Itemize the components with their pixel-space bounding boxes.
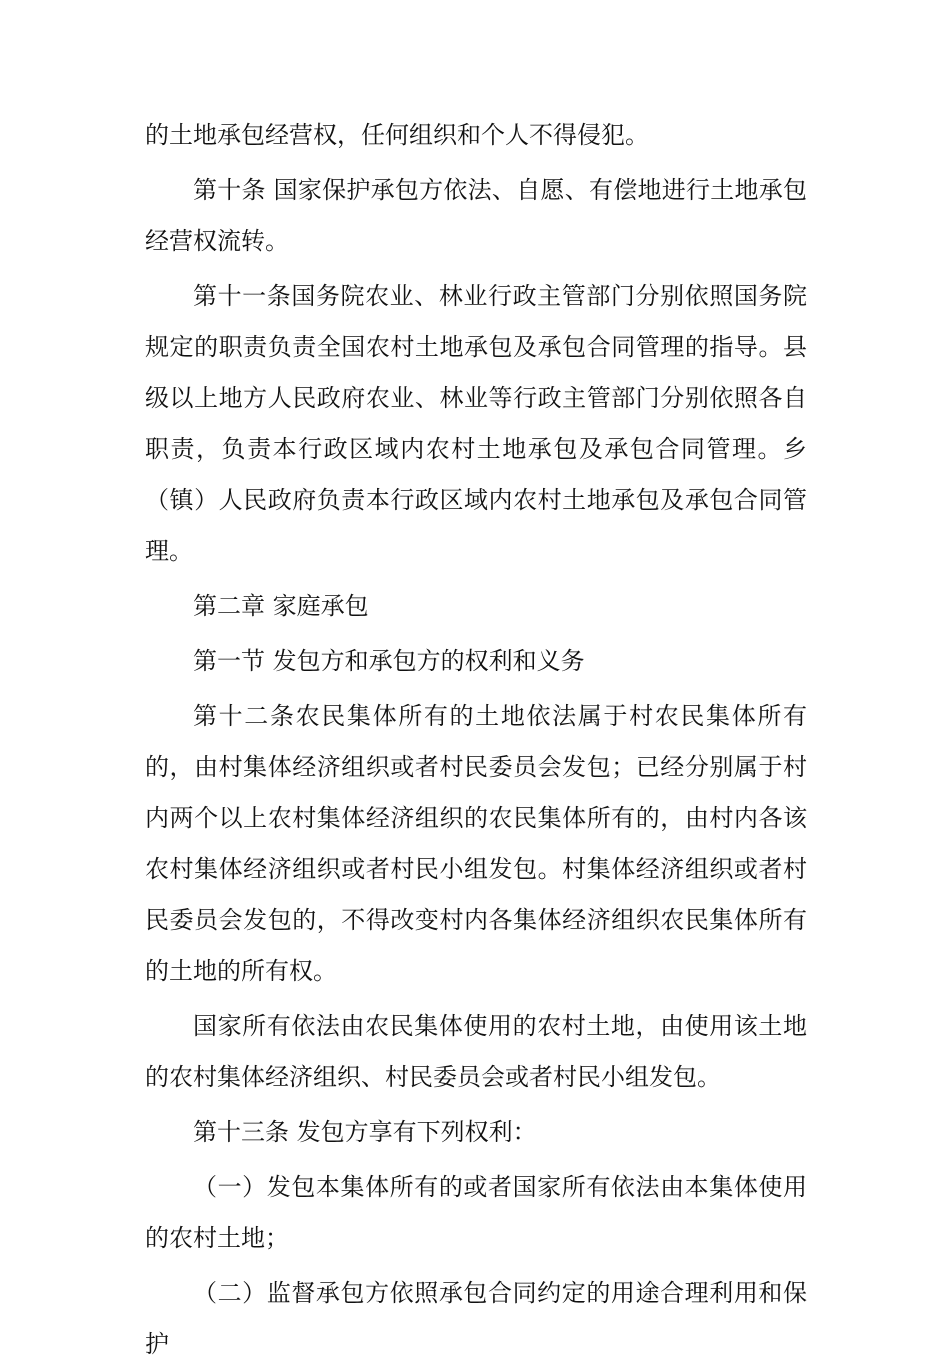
document-body [145,110,807,1370]
section-heading: 第一节 发包方和承包方的权利和义务 [193,647,585,675]
article-13-item-1: （一）发包本集体所有的或者国家所有依法由本集体使用的农村土地； [145,1173,807,1252]
article-12-paragraph-2: 国家所有依法由农民集体使用的农村土地，由使用该土地的农村集体经济组织、村民委员会或者村民小组发包。 [145,1012,807,1091]
article-10: 第十条 国家保护承包方依法、自愿、有偿地进行土地承包经营权流转。 [145,176,807,255]
paragraph-continuation: 的土地承包经营权，任何组织和个人不得侵犯。 [145,121,649,149]
article-11: 第十一条国务院农业、林业行政主管部门分别依照国务院规定的职责负责全国农村土地承包及承包合同管理的指导。县级以上地方人民政府农业、林业等行政主管部门分别依照各自职责，负责本行政区域内农村土地承包及承包合同管理。乡（镇）人民政府负责本行政区域内农村土地承包及承包合同管理。 [145,282,807,565]
article-12: 第十二条农民集体所有的土地依法属于村农民集体所有的，由村集体经济组织或者村民委员会发包；已经分别属于村内两个以上农村集体经济组织的农民集体所有的，由村内各该农村集体经济组织或者村民小组发包。村集体经济组织或者村民委员会发包的，不得改变村内各集体经济组织农民集体所有的土地的所有权。 [145,702,807,985]
chapter-heading: 第二章 家庭承包 [193,592,369,620]
article-13: 第十三条 发包方享有下列权利： [193,1118,537,1146]
article-13-item-2: （二）监督承包方依照承包合同约定的用途合理利用和保护 [145,1279,807,1358]
